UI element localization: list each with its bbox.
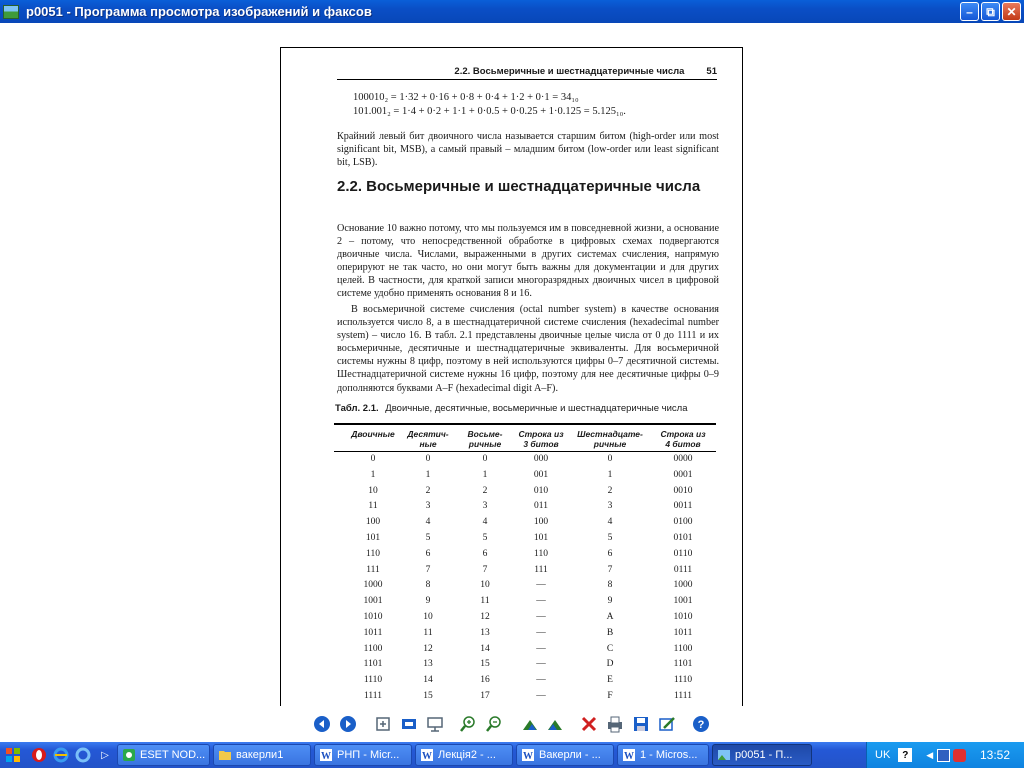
table-cell: 001 — [533, 469, 549, 480]
image-viewer-app-icon[interactable] — [3, 5, 19, 19]
taskbar-button-label: вакерли1 — [236, 749, 284, 761]
table-cell: C — [606, 643, 614, 654]
table-cell: 101 — [533, 533, 549, 543]
taskbar-button[interactable] — [712, 744, 812, 766]
table-cell: 1000 — [673, 580, 693, 591]
task-buttons — [114, 744, 812, 766]
table-cell: 1111 — [364, 691, 382, 701]
table-cell: 10 — [423, 612, 433, 622]
binary-formula-2: 101.001₂ = 1·4 + 0·2 + 1·1 + 0·0.5 + 0·0.25 + 1·0.125 = 5.125₁₀. — [353, 106, 626, 117]
best-fit-icon — [374, 715, 392, 733]
table-cell: 1011 — [363, 627, 383, 638]
windows-logo-icon — [5, 747, 21, 763]
table-cell: 1011 — [673, 627, 693, 638]
help-tray-icon[interactable]: ? — [898, 748, 912, 762]
table-cell: 1110 — [363, 675, 383, 686]
table-cell: 110 — [366, 548, 380, 559]
table-cell: 10 — [480, 580, 490, 591]
table-cell: 100 — [533, 517, 549, 528]
table-cell: 1001 — [363, 596, 383, 607]
table-caption — [335, 403, 688, 414]
table-cell: 8 — [607, 580, 613, 591]
table-cell: 0101 — [673, 533, 693, 543]
title-bar — [0, 0, 1024, 23]
table-cell: 0 — [607, 454, 613, 464]
taskbar — [0, 742, 1024, 768]
zoom-in-button[interactable] — [459, 715, 477, 733]
table-cell: 0111 — [673, 564, 693, 575]
clock[interactable]: 13:52 — [979, 748, 1010, 762]
table-cell: 14 — [423, 675, 433, 686]
running-head — [337, 66, 717, 80]
base-paragraph: Основание 10 важно потому, что мы пользуемся им в повседневной жизни, а основание 2 – потому, что непосредственной обработке в цифровых схемах подвергаются двоичные числа. Числами, выраженными в других системах счисления, напрямую оперируют не так часто, но они могут быть важны для документации и для других целей. В частности, для краткой записи многоразрядных двоичных чисел в цифровой системе удобно применять основания 8 и 16. — [337, 223, 719, 300]
taskbar-button[interactable] — [415, 744, 513, 766]
table-cell: 0001 — [673, 469, 693, 480]
table-cell: 17 — [480, 691, 490, 701]
taskbar-button[interactable] — [516, 744, 614, 766]
rotate-counterclockwise-icon — [546, 715, 564, 733]
word-icon — [622, 748, 636, 762]
table-cell: 2 — [482, 485, 488, 496]
help-icon — [692, 715, 710, 733]
table-cell: 1 — [370, 469, 376, 480]
tray-expand-icon[interactable]: ◀ — [926, 749, 934, 760]
section-heading: 2.2. Восьмеричные и шестнадцатеричные числа — [337, 178, 701, 195]
taskbar-button[interactable] — [117, 744, 210, 766]
quicklaunch-ie2-icon[interactable] — [74, 746, 92, 764]
slideshow-icon — [426, 715, 444, 733]
table-cell: 13 — [480, 627, 490, 638]
table-cell: 2 — [607, 485, 613, 496]
rotate-clockwise-icon — [521, 715, 539, 733]
table-cell: 13 — [423, 659, 433, 670]
slideshow-button[interactable] — [426, 715, 444, 733]
table-cell: 12 — [423, 643, 433, 654]
table-cell: 3 — [607, 501, 613, 512]
table-cell: 7 — [425, 564, 431, 575]
taskbar-button-label: РНП - Micr... — [337, 749, 400, 761]
taskbar-button-label: 1 - Micros... — [640, 749, 698, 761]
table-cell: 6 — [425, 548, 431, 559]
language-indicator[interactable]: UK — [875, 749, 891, 761]
table-header-cell: Двоичные — [351, 429, 395, 439]
taskbar-button-label: ESET NOD... — [140, 749, 206, 761]
actual-size-icon — [400, 715, 418, 733]
table-cell: 101 — [365, 533, 381, 543]
table-cell: 1001 — [673, 596, 693, 607]
table-cell: 0011 — [673, 501, 693, 512]
table-cell: — — [536, 580, 546, 591]
binary-formula-1: 100010₂ = 1·32 + 0·16 + 0·8 + 0·4 + 1·2 + 0·1 = 34₁₀ — [353, 92, 579, 103]
table-header-cell: Десятич- ные — [407, 429, 449, 449]
table-cell: 1 — [482, 469, 488, 480]
table-cell: 7 — [482, 564, 488, 575]
table-cell: 1101 — [673, 659, 693, 670]
window-title: p0051 - Программа просмотра изображений и факсов — [26, 4, 372, 19]
svg-text:W: W — [422, 751, 432, 762]
taskbar-button-label: Вакерли - ... — [539, 749, 601, 761]
word-icon — [420, 748, 434, 762]
quicklaunch-expand-icon[interactable]: ▷ — [101, 749, 109, 761]
table-cell: B — [606, 627, 614, 638]
help-button[interactable] — [692, 715, 710, 733]
table-header-cell: Шестнадцате- ричные — [577, 429, 643, 449]
table-cell: 1 — [607, 469, 613, 480]
taskbar-button[interactable] — [617, 744, 709, 766]
image-viewer-icon — [717, 748, 731, 762]
table-cell: D — [606, 659, 614, 670]
running-head-title: 2.2. Восьмеричные и шестнадцатеричные числа — [454, 66, 685, 77]
delete-button[interactable] — [580, 715, 598, 733]
table-cell: 6 — [607, 548, 613, 559]
table-cell: 010 — [533, 485, 549, 496]
svg-text:?: ? — [697, 719, 705, 731]
table-cell: E — [607, 675, 613, 686]
best-fit-button[interactable] — [374, 715, 392, 733]
scanned-page — [280, 47, 743, 727]
table-top-rule — [334, 423, 716, 425]
table-cell: 1000 — [363, 580, 383, 591]
table-cell: 5 — [607, 533, 613, 543]
table-cell: 000 — [533, 454, 549, 464]
window-controls — [960, 2, 1021, 21]
table-cell: 9 — [425, 596, 431, 607]
table-cell: 9 — [607, 596, 613, 607]
word-icon — [319, 748, 333, 762]
table-cell: 3 — [425, 501, 431, 512]
table-cell: 15 — [480, 659, 490, 670]
table-cell: 0000 — [673, 454, 693, 464]
table-cell: 1101 — [363, 659, 383, 670]
zoom-in-icon — [459, 715, 477, 733]
table-cell: 1010 — [673, 612, 693, 622]
start-button[interactable] — [0, 742, 26, 768]
table-cell: 4 — [482, 517, 488, 528]
table-cell: F — [607, 691, 613, 701]
table-cell: 1 — [425, 469, 431, 480]
table-cell: 110 — [534, 548, 548, 559]
table-cell: — — [536, 659, 546, 670]
table-cell: — — [536, 596, 546, 607]
table-cell: 15 — [423, 691, 433, 701]
msb-lsb-paragraph: Крайний левый бит двоичного числа называется старшим битом (high-order или most significant bit, MSB), а самый правый – младшим битом (low-order или least significant bit, LSB). — [337, 131, 719, 169]
table-cell: 0010 — [673, 485, 693, 496]
print-button[interactable] — [606, 715, 624, 733]
previous-image-button[interactable] — [313, 715, 331, 733]
table-cell: 1010 — [363, 612, 383, 622]
print-icon — [606, 715, 624, 733]
eset-icon — [122, 748, 136, 762]
table-caption-label: Табл. 2.1. — [335, 403, 379, 414]
table-cell: 0 — [370, 454, 376, 464]
table-cell: 11 — [423, 627, 433, 638]
table-cell: 8 — [425, 580, 431, 591]
table-header-cell: Строка из 4 битов — [660, 429, 706, 449]
table-cell: 111 — [534, 564, 548, 575]
taskbar-button-label: p0051 - П... — [735, 749, 793, 761]
table-cell: — — [536, 643, 546, 654]
svg-text:W: W — [321, 751, 331, 762]
table-cell: 10 — [368, 485, 378, 496]
table-cell: 1110 — [673, 675, 693, 686]
table-cell: 011 — [534, 501, 548, 512]
table-cell: 11 — [480, 596, 490, 607]
table-cell: 111 — [366, 564, 380, 575]
quicklaunch-opera-icon[interactable] — [30, 746, 48, 764]
word-icon — [521, 748, 535, 762]
network-tray-icon[interactable] — [937, 749, 950, 762]
folder-icon — [218, 748, 232, 762]
table-cell: — — [536, 675, 546, 686]
table-cell: — — [536, 612, 546, 622]
table-header-cell: Восьме- ричные — [467, 429, 503, 449]
zoom-out-button[interactable] — [485, 715, 503, 733]
table-cell: 4 — [607, 517, 613, 528]
taskbar-button[interactable] — [213, 744, 311, 766]
table-cell: 100 — [365, 517, 381, 528]
table-cell: A — [606, 612, 614, 622]
delete-icon — [580, 715, 598, 733]
image-viewport[interactable] — [0, 23, 1024, 706]
table-cell: — — [536, 691, 546, 701]
minimize-button[interactable]: – — [960, 2, 979, 21]
table-header-rule — [334, 451, 716, 452]
table-cell: 16 — [480, 675, 490, 686]
table-cell: 12 — [480, 612, 490, 622]
rotate-clockwise-button[interactable] — [521, 715, 539, 733]
save-icon — [632, 715, 650, 733]
table-cell: 0110 — [673, 548, 693, 559]
quicklaunch-ie-icon[interactable] — [52, 746, 70, 764]
zoom-out-icon — [485, 715, 503, 733]
edit-icon — [658, 715, 676, 733]
table-cell: 3 — [482, 501, 488, 512]
close-button[interactable]: ✕ — [1002, 2, 1021, 21]
table-cell: 0 — [482, 454, 488, 464]
octal-hex-paragraph: В восьмеричной системе счисления (octal number system) в качестве основания используется число 8, а в шестнадцатеричной системе счисления (hexadecimal number system) – число 16. В табл. 2.1 представлены двоичные целые числа от 0 до 1111 и их восьмеричные, десятичные и шестнадцатеричные эквиваленты. Для восьмеричной системы нужны 8 цифр, поэтому в ней используются цифры 0–7 десятичной системы. Шестнадцатеричной системе нужны 16 цифр, поэтому для нее десятичные цифры 0–9 дополняются буквами A–F (hexadecimal digit A–F). — [337, 304, 719, 394]
next-image-button[interactable] — [339, 715, 357, 733]
table-cell: 4 — [425, 517, 431, 528]
viewer-toolbar — [0, 706, 1024, 742]
table-cell: 1100 — [673, 643, 693, 654]
table-cell: 14 — [480, 643, 490, 654]
table-cell: 1111 — [674, 691, 692, 701]
actual-size-button[interactable] — [400, 715, 418, 733]
page-number: 51 — [706, 66, 717, 77]
table-cell: 5 — [482, 533, 488, 543]
table-header-cell: Строка из 3 битов — [518, 429, 564, 449]
table-cell: 5 — [425, 533, 431, 543]
next-image-icon — [339, 715, 357, 733]
table-cell: 7 — [607, 564, 613, 575]
table-cell: 0100 — [673, 517, 693, 528]
save-button[interactable] — [632, 715, 650, 733]
previous-image-icon — [313, 715, 331, 733]
taskbar-button[interactable] — [314, 744, 412, 766]
table-cell: 1100 — [363, 643, 383, 654]
table-cell: 2 — [425, 485, 431, 496]
table-cell: 11 — [368, 501, 378, 512]
taskbar-button-label: Лекція2 - ... — [438, 749, 496, 761]
svg-text:W: W — [523, 751, 533, 762]
antivirus-tray-icon[interactable] — [953, 749, 966, 762]
table-cell: 0 — [425, 454, 431, 464]
restore-button[interactable]: ⧉ — [981, 2, 1000, 21]
table-cell: 6 — [482, 548, 488, 559]
table-cell: — — [536, 627, 546, 638]
svg-text:W: W — [624, 751, 634, 762]
edit-button[interactable] — [658, 715, 676, 733]
table-caption-text: Двоичные, десятичные, восьмеричные и шестнадцатеричные числа — [385, 403, 688, 414]
rotate-counterclockwise-button[interactable] — [546, 715, 564, 733]
